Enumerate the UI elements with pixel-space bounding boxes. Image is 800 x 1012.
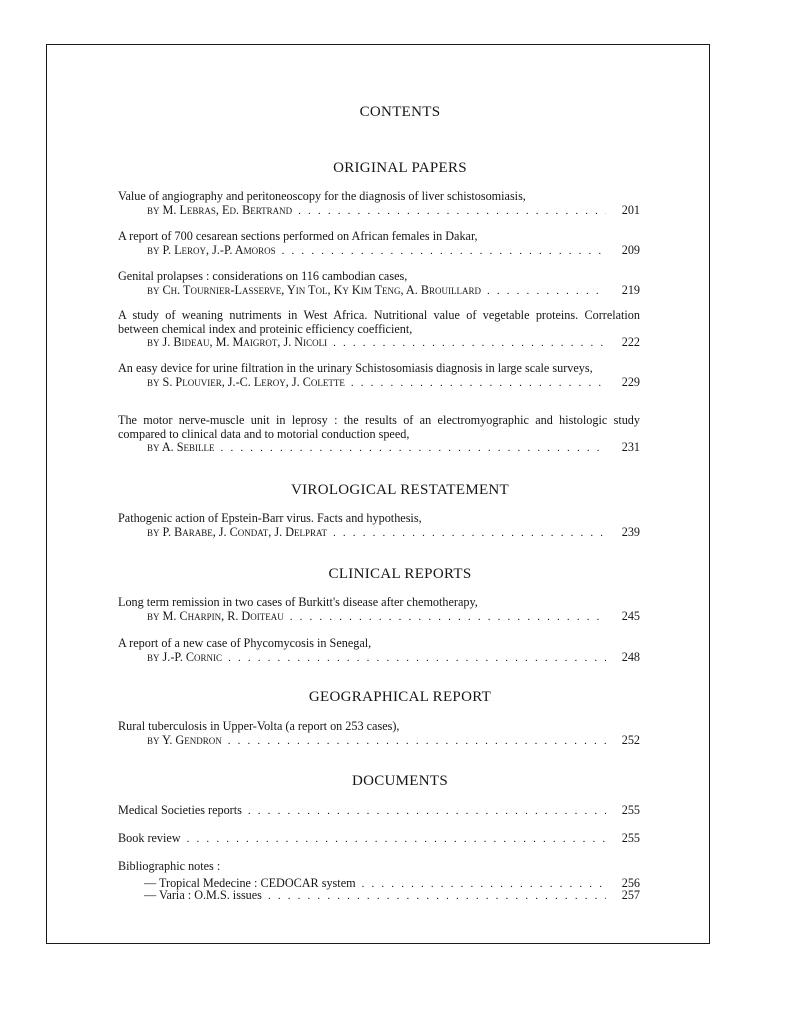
toc-subentry[interactable] [118, 889, 640, 904]
dot-leader [221, 442, 606, 456]
toc-entry[interactable] [118, 414, 640, 456]
dot-leader [187, 833, 606, 847]
entry-authors: by M. Lebras, Ed. Bertrand [147, 202, 293, 217]
dot-leader [268, 890, 606, 904]
entry-title: Bibliographic notes : [118, 859, 221, 873]
dot-leader [333, 337, 606, 351]
dot-leader [228, 652, 606, 666]
entry-page-number: 248 [621, 649, 640, 664]
toc-entry[interactable] [118, 270, 640, 298]
entry-page-number: 245 [621, 608, 640, 623]
entry-authors: by Y. Gendron [147, 732, 222, 747]
section-heading-original-papers: ORIGINAL PAPERS [333, 160, 467, 176]
entry-page-number: 229 [621, 374, 640, 389]
entry-authors: by Ch. Tournier-Lasserve, Yin Tol, Ky Kim Teng, A. Brouillard [147, 282, 481, 297]
entry-title: — Varia : O.M.S. issues [144, 888, 262, 902]
dot-leader [290, 611, 606, 625]
toc-entry[interactable] [118, 804, 640, 819]
toc-entry[interactable] [118, 512, 640, 540]
toc-entry[interactable] [118, 190, 640, 218]
entry-page-number: 239 [621, 524, 640, 539]
entry-page-number: 201 [621, 202, 640, 217]
entry-title: Long term remission in two cases of Burkitt's disease after chemotherapy, [118, 595, 478, 609]
entry-authors: by M. Charpin, R. Doiteau [147, 608, 284, 623]
entry-title: The motor nerve-muscle unit in leprosy : the results of an electromyographic and histologic study compared to clinical data and to motorial conduction speed, [118, 413, 640, 441]
entry-authors: by A. Sebille [147, 440, 215, 455]
entry-authors: by P. Barabe, J. Condat, J. Delprat [147, 524, 327, 539]
entry-authors: by J. Bideau, M. Maigrot, J. Nicoli [147, 335, 328, 350]
toc-entry[interactable] [118, 596, 640, 624]
dot-leader [298, 205, 606, 219]
entry-title: An easy device for urine filtration in the urinary Schistosomiasis diagnosis in large scale surveys, [118, 361, 593, 375]
toc-entry[interactable] [118, 832, 640, 847]
entry-authors: by P. Leroy, J.-P. Amoros [147, 242, 276, 257]
entry-page-number: 256 [621, 876, 640, 890]
entry-page-number: 219 [621, 282, 640, 297]
entry-title: Medical Societies reports [118, 803, 242, 817]
toc-entry [118, 860, 640, 874]
page-title: CONTENTS [359, 104, 441, 120]
dot-leader [248, 805, 606, 819]
entry-page-number: 222 [621, 335, 640, 350]
dot-leader [333, 527, 606, 541]
entry-authors: by S. Plouvier, J.-C. Leroy, J. Colette [147, 374, 345, 389]
entry-title: A report of a new case of Phycomycosis in Senegal, [118, 636, 372, 650]
entry-title: Book review [118, 831, 181, 845]
entry-title: — Tropical Medecine : CEDOCAR system [144, 876, 356, 890]
section-heading-geographical-report: GEOGRAPHICAL REPORT [308, 689, 492, 705]
entry-title: Value of angiography and peritoneoscopy for the diagnosis of liver schistosomiasis, [118, 189, 526, 203]
entry-page-number: 231 [621, 440, 640, 455]
toc-entry[interactable] [118, 720, 640, 748]
entry-page-number: 255 [621, 831, 640, 845]
entry-page-number: 255 [621, 803, 640, 817]
toc-entry[interactable] [118, 362, 640, 390]
dot-leader [282, 245, 606, 259]
toc-entry[interactable] [118, 230, 640, 258]
dot-leader [228, 735, 606, 749]
entry-page-number: 257 [621, 888, 640, 902]
entry-title: A report of 700 cesarean sections performed on African females in Dakar, [118, 229, 478, 243]
entry-title: Rural tuberculosis in Upper-Volta (a report on 253 cases), [118, 719, 400, 733]
toc-entry[interactable] [118, 309, 640, 351]
section-heading-clinical-reports: CLINICAL REPORTS [328, 566, 472, 582]
entry-title: Genital prolapses : considerations on 116 cambodian cases, [118, 269, 408, 283]
dot-leader [351, 377, 606, 391]
entry-title: Pathogenic action of Epstein-Barr virus. Facts and hypothesis, [118, 511, 422, 525]
entry-page-number: 252 [621, 732, 640, 747]
entry-authors: by J.-P. Cornic [147, 649, 223, 664]
toc-entry[interactable] [118, 637, 640, 665]
section-heading-virological-restatement: VIROLOGICAL RESTATEMENT [290, 482, 510, 498]
entry-page-number: 209 [621, 242, 640, 257]
section-heading-documents: DOCUMENTS [351, 773, 449, 789]
dot-leader [487, 285, 606, 299]
entry-title: A study of weaning nutriments in West Africa. Nutritional value of vegetable proteins. Correlation between chemical index and proteinic efficiency coefficient, [118, 308, 640, 336]
